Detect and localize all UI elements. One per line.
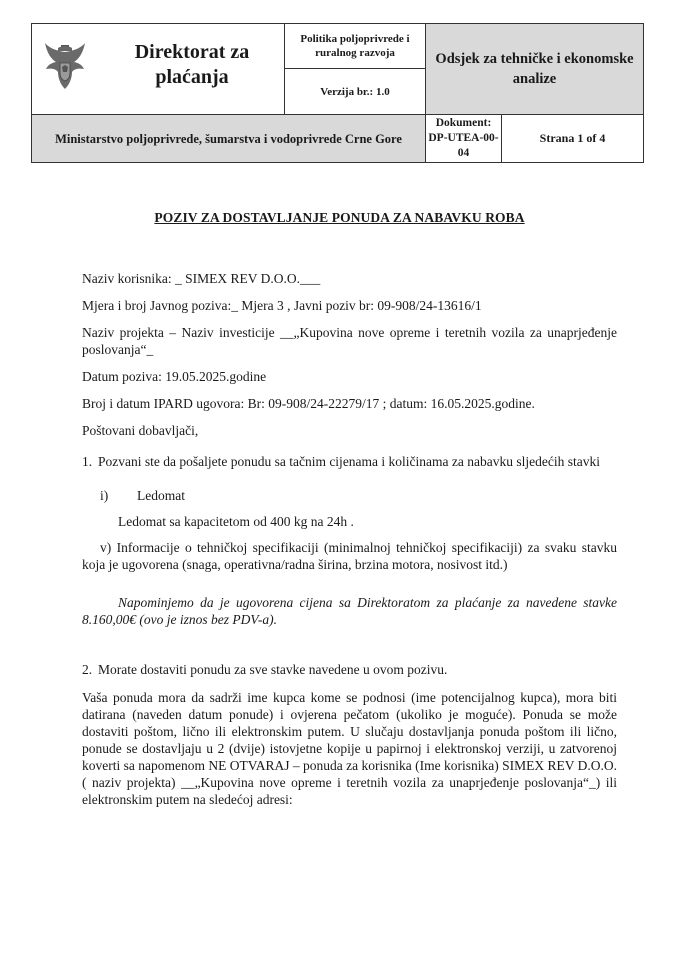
beneficiary-field: Naziv korisnika: _ SIMEX REV D.O.O.___ — [82, 271, 321, 286]
ipard-field: Broj i datum IPARD ugovora: Br: 09-908/24-22279/17 ; datum: 16.05.2025.godine. — [82, 396, 535, 411]
call-date-field: Datum poziva: 19.05.2025.godine — [82, 369, 267, 384]
section-2-text: Morate dostaviti ponudu za sve stavke navedene u ovom pozivu. — [98, 662, 448, 677]
section-1 — [82, 453, 617, 470]
version-cell: Verzija br.: 1.0 — [285, 69, 426, 115]
section-1-text: Pozvani ste da pošaljete ponudu sa tačnim cijenama i količinama za nabavku sljedećih stavki — [98, 454, 600, 469]
page-number-cell: Strana 1 of 4 — [502, 115, 644, 163]
item-number: i) — [100, 488, 109, 503]
item-description: Ledomat sa kapacitetom od 400 kg na 24h . — [118, 514, 354, 529]
document-header — [31, 23, 643, 162]
greeting: Poštovani dobavljači, — [82, 423, 199, 438]
document-cell: Dokument: DP-UTEA-00-04 — [426, 115, 502, 163]
price-note: Napominjemo da je ugovorena cijena sa Direktoratom za plaćanje za navedene stavke 8.160,00€ (ovo je iznos bez PDV-a). — [82, 595, 617, 627]
list-item — [100, 487, 617, 504]
project-field: Naziv projekta – Naziv investicije __„Kupovina nove opreme i teretnih vozila za unaprjeđenje poslovanja“_ — [82, 325, 617, 357]
document-body — [82, 270, 617, 808]
department-cell: Odsjek za tehničke i ekonomske analize — [426, 24, 644, 115]
call-field: Mjera i broj Javnog poziva:_ Mjera 3 , Javni poziv br: 09-908/24-13616/1 — [82, 298, 482, 313]
section-2 — [82, 661, 617, 678]
document-title: POZIV ZA DOSTAVLJANJE PONUDA ZA NABAVKU ROBA — [154, 210, 525, 225]
ministry-cell: Ministarstvo poljoprivrede, šumarstva i vodoprivrede Crne Gore — [32, 115, 426, 163]
item-title: Ledomat — [137, 488, 185, 503]
section-2-number: 2. — [82, 662, 93, 677]
submission-paragraph: Vaša ponuda mora da sadrži ime kupca kome se podnosi (ime potencijalnog kupca), mora biti datirana (naveden datum ponude) i ovjerena pečatom (ukoliko je moguće). Ponuda se može dostaviti poštom, lično ili elektronskim putem. U slučaju dostavljanja ponuda poštom ili lično, ponude se dostavljaju u 2 (dvije) istovjetne kopije u papirnoj i elektronskoj verziji, u zatvorenoj koverti sa napomenom NE OTVARAJ – ponuda za korisnika (Ime korisnika) SIMEX REV D.O.O. ( naziv projekta) __„Kupovina nove opreme i teretnih vozila za unaprjeđenje poslovanja“_) ili elektronskim putem na sledećoj adresi: — [82, 690, 617, 807]
org-name: Direktorat za plaćanja — [134, 41, 250, 88]
montenegro-coat-of-arms-icon — [44, 39, 86, 91]
section-1-number: 1. — [82, 454, 93, 469]
policy-cell: Politika poljoprivrede i ruralnog razvoja — [285, 24, 426, 69]
spec-note: v) Informacije o tehničkoj specifikaciji (minimalnoj tehničkoj specifikaciji) za svaku stavku koja je ugovorena (snaga, operativna/radna širina, brzina motora, nosivost itd.) — [82, 540, 617, 572]
org-cell — [32, 24, 285, 115]
